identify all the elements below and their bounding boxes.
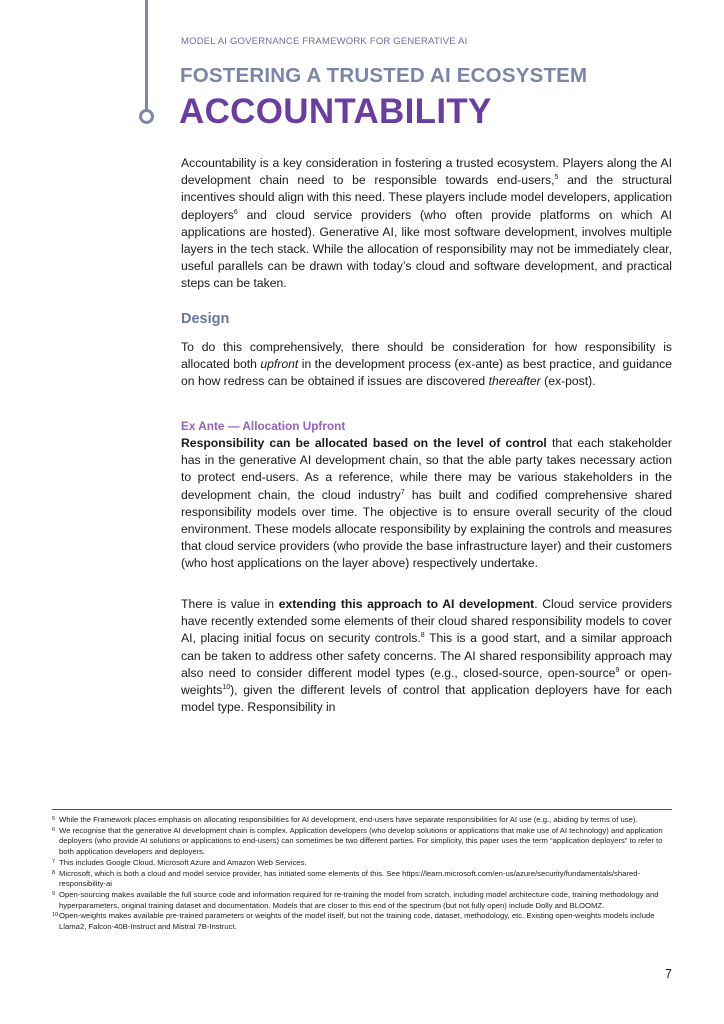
page-title: ACCOUNTABILITY — [179, 92, 492, 131]
ex-ante-heading: Ex Ante — Allocation Upfront — [181, 419, 346, 433]
footnote-ref[interactable]: 8 — [420, 632, 425, 640]
footnote-ref[interactable]: 6 — [233, 208, 238, 216]
decorative-circle-marker — [139, 109, 154, 124]
decorative-vertical-line — [145, 0, 148, 109]
footnote-ref[interactable]: 5 — [554, 174, 559, 182]
footnote: 5 While the Framework places emphasis on allocating responsibilities for AI development, end-users have separate responsibilities for AI use (e.g., abiding by terms of use). — [52, 815, 638, 824]
footnotes — [52, 815, 672, 933]
footnote-divider — [52, 809, 672, 810]
design-paragraph: To do this comprehensively, there should be consideration for how responsibility is allocated both upfront in the development process (ex-ante) as best practice, and guidance on how redress can be obtained if issues are discovered thereafter (ex-post). — [181, 340, 672, 389]
ex-ante-paragraph-1: Responsibility can be allocated based on the level of control that each stakeholder has in the generative AI development chain, so that the able party takes necessary action to protect end-users. As a reference, while there may be various stakeholders in the development chain, the cloud industry$^7$ has built and codified comprehensive shared responsibility models over time. The objective is to ensure overall security of the cloud environment. These models allocate responsibility by explaining the controls and measures that cloud service providers (who provide the base infrastructure layer) and their customers (who host applications on the layer above) respectively undertake. — [181, 436, 673, 571]
footnote: 8 Microsoft, which is both a cloud and model service provider, has initiated some elements of this. See https://learn.microsoft.com/en-us/azure/security/fundamentals/shared-responsibility-ai — [52, 868, 641, 889]
page-number: 7 — [665, 967, 672, 981]
footnote-ref[interactable]: 7 — [400, 488, 405, 496]
footnote: 10 Open-weights makes available pre-trained parameters or weights of the model itself, but not the training code, dataset, methodology, etc. Existing open-weights models include Llama2, Falcon-40B-Instruct and Mistral 7B-Instruct. — [52, 911, 655, 932]
footnote: 9 Open-sourcing makes available the full source code and information required for re-training the model from scratch, including model architecture code, training methodology and hyperparameters, original training dataset and documentation. Models that are closer to this end of the spectrum (but not fully open) include Dolly and BLOOMZ. — [52, 889, 659, 910]
design-heading: Design — [181, 311, 230, 327]
footnote: 6 We recognise that the generative AI development chain is complex. Application developers (who develop solutions or applications that make use of AI technology) and application deployers (who provide AI solutions or applications to end-users) can sometimes be two different parties. For simplicity, this paper uses the term “application deployers” to refer to both application developers and deployers. — [52, 825, 663, 857]
ex-ante-paragraph-2: There is value in extending this approach to AI development. Cloud service providers have recently extended some elements of their cloud shared responsibility models to cover AI, placing initial focus on security controls.$^8$ This is a good start, and a similar approach can be taken to address other safety concerns. The AI shared responsibility approach may also need to consider different model types (e.g., closed-source, open-source$^9$ or open-weights$^{10}$), given the different levels of control that application deployers have for each model type. Responsibility in — [181, 597, 672, 715]
intro-paragraph: Accountability is a key consideration in fostering a trusted ecosystem. Players along the AI development chain need to be responsible towards end-users,$^5$ and the structural incentives should align with this need. These players include model developers, application deployers$^6$ and cloud service providers (who often provide platforms on which AI applications are hosted). Generative AI, like most software development, involves multiple layers in the tech stack. While the allocation of responsibility may not be immediately clear, useful parallels can be drawn with today’s cloud and software development, and practical steps can be taken. — [181, 156, 672, 291]
section-title: FOSTERING A TRUSTED AI ECOSYSTEM — [180, 64, 588, 87]
running-header: MODEL AI GOVERNANCE FRAMEWORK FOR GENERATIVE AI — [181, 36, 468, 47]
footnote-link[interactable]: Microsoft, which is both a cloud and model service provider, has initiated some elements of this. See https://learn.microsoft.com/en-us/azure/security/fundamentals/shared-responsibility-ai — [59, 868, 641, 889]
footnote-ref[interactable]: 9 — [615, 666, 620, 674]
footnote-ref[interactable]: 10 — [222, 684, 231, 692]
footnote: 7 This includes Google Cloud, Microsoft Azure and Amazon Web Services. — [52, 857, 307, 867]
